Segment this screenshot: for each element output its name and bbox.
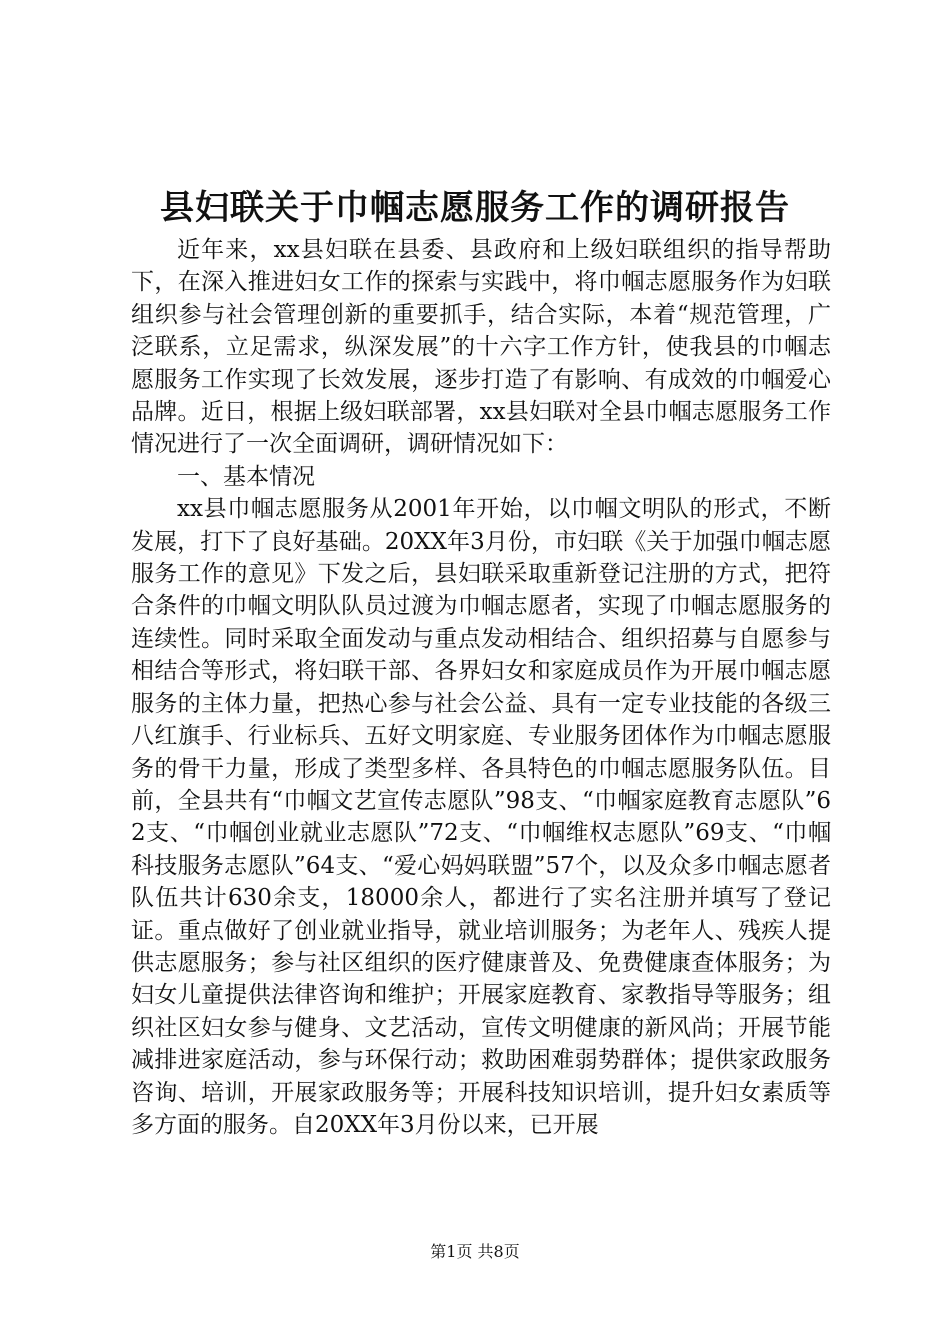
paragraph-basic-situation: xx县巾帼志愿服务从2001年开始，以巾帼文明队的形式，不断发展，打下了良好基础。20XX年3月份，市妇联《关于加强巾帼志愿服务工作的意见》下发之后，县妇联采取重新登记注册的方式，把符合条件的巾帼文明队队员过渡为巾帼志愿者，实现了巾帼志愿服务的连续性。同时采取全面发动与重点发动相结合、组织招募与自愿参与相结合等形式，将妇联干部、各界妇女和家庭成员作为开展巾帼志愿服务的主体力量，把热心参与社会公益、具有一定专业技能的各级三八红旗手、行业标兵、五好文明家庭、专业服务团体作为巾帼志愿服务的骨干力量，形成了类型多样、各具特色的巾帼志愿服务队伍。目前，全县共有“巾帼文艺宣传志愿队”98支、“巾帼家庭教育志愿队”62支、“巾帼创业就业志愿队”72支、“巾帼维权志愿队”69支、“巾帼科技服务志愿队”64支、“爱心妈妈联盟”57个，以及众多巾帼志愿者队伍共计630余支，18000余人，都进行了实名注册并填写了登记证。重点做好了创业就业指导，就业培训服务；为老年人、残疾人提供志愿服务；参与社区组织的医疗健康普及、免费健康查体服务；为妇女儿童提供法律咨询和维护；开展家庭教育、家教指导等服务；组织社区妇女参与健身、文艺活动，宣传文明健康的新风尚；开展节能减排进家庭活动，参与环保行动；救助困难弱势群体；提供家政服务咨询、培训，开展家政服务等；开展科技知识培训，提升妇女素质等多方面的服务。自20XX年3月份以来，已开展 — [131, 496, 831, 1138]
paragraph-intro: 近年来，xx县妇联在县委、县政府和上级妇联组织的指导帮助下，在深入推进妇女工作的探索与实践中，将巾帼志愿服务作为妇联组织参与社会管理创新的重要抓手，结合实际，本着“规范管理，广泛联系，立足需求，纵深发展”的十六字工作方针，使我县的巾帼志愿服务工作实现了长效发展，逐步打造了有影响、有成效的巾帼爱心品牌。近日，根据上级妇联部署，xx县妇联对全县巾帼志愿服务工作情况进行了一次全面调研，调研情况如下： — [131, 237, 831, 458]
document-title: 县妇联关于巾帼志愿服务工作的调研报告 — [160, 188, 790, 228]
page-footer: 第1页 共8页 — [430, 1242, 520, 1261]
document-body — [131, 234, 831, 1141]
section-heading-basic-situation: 一、基本情况 — [177, 463, 315, 490]
